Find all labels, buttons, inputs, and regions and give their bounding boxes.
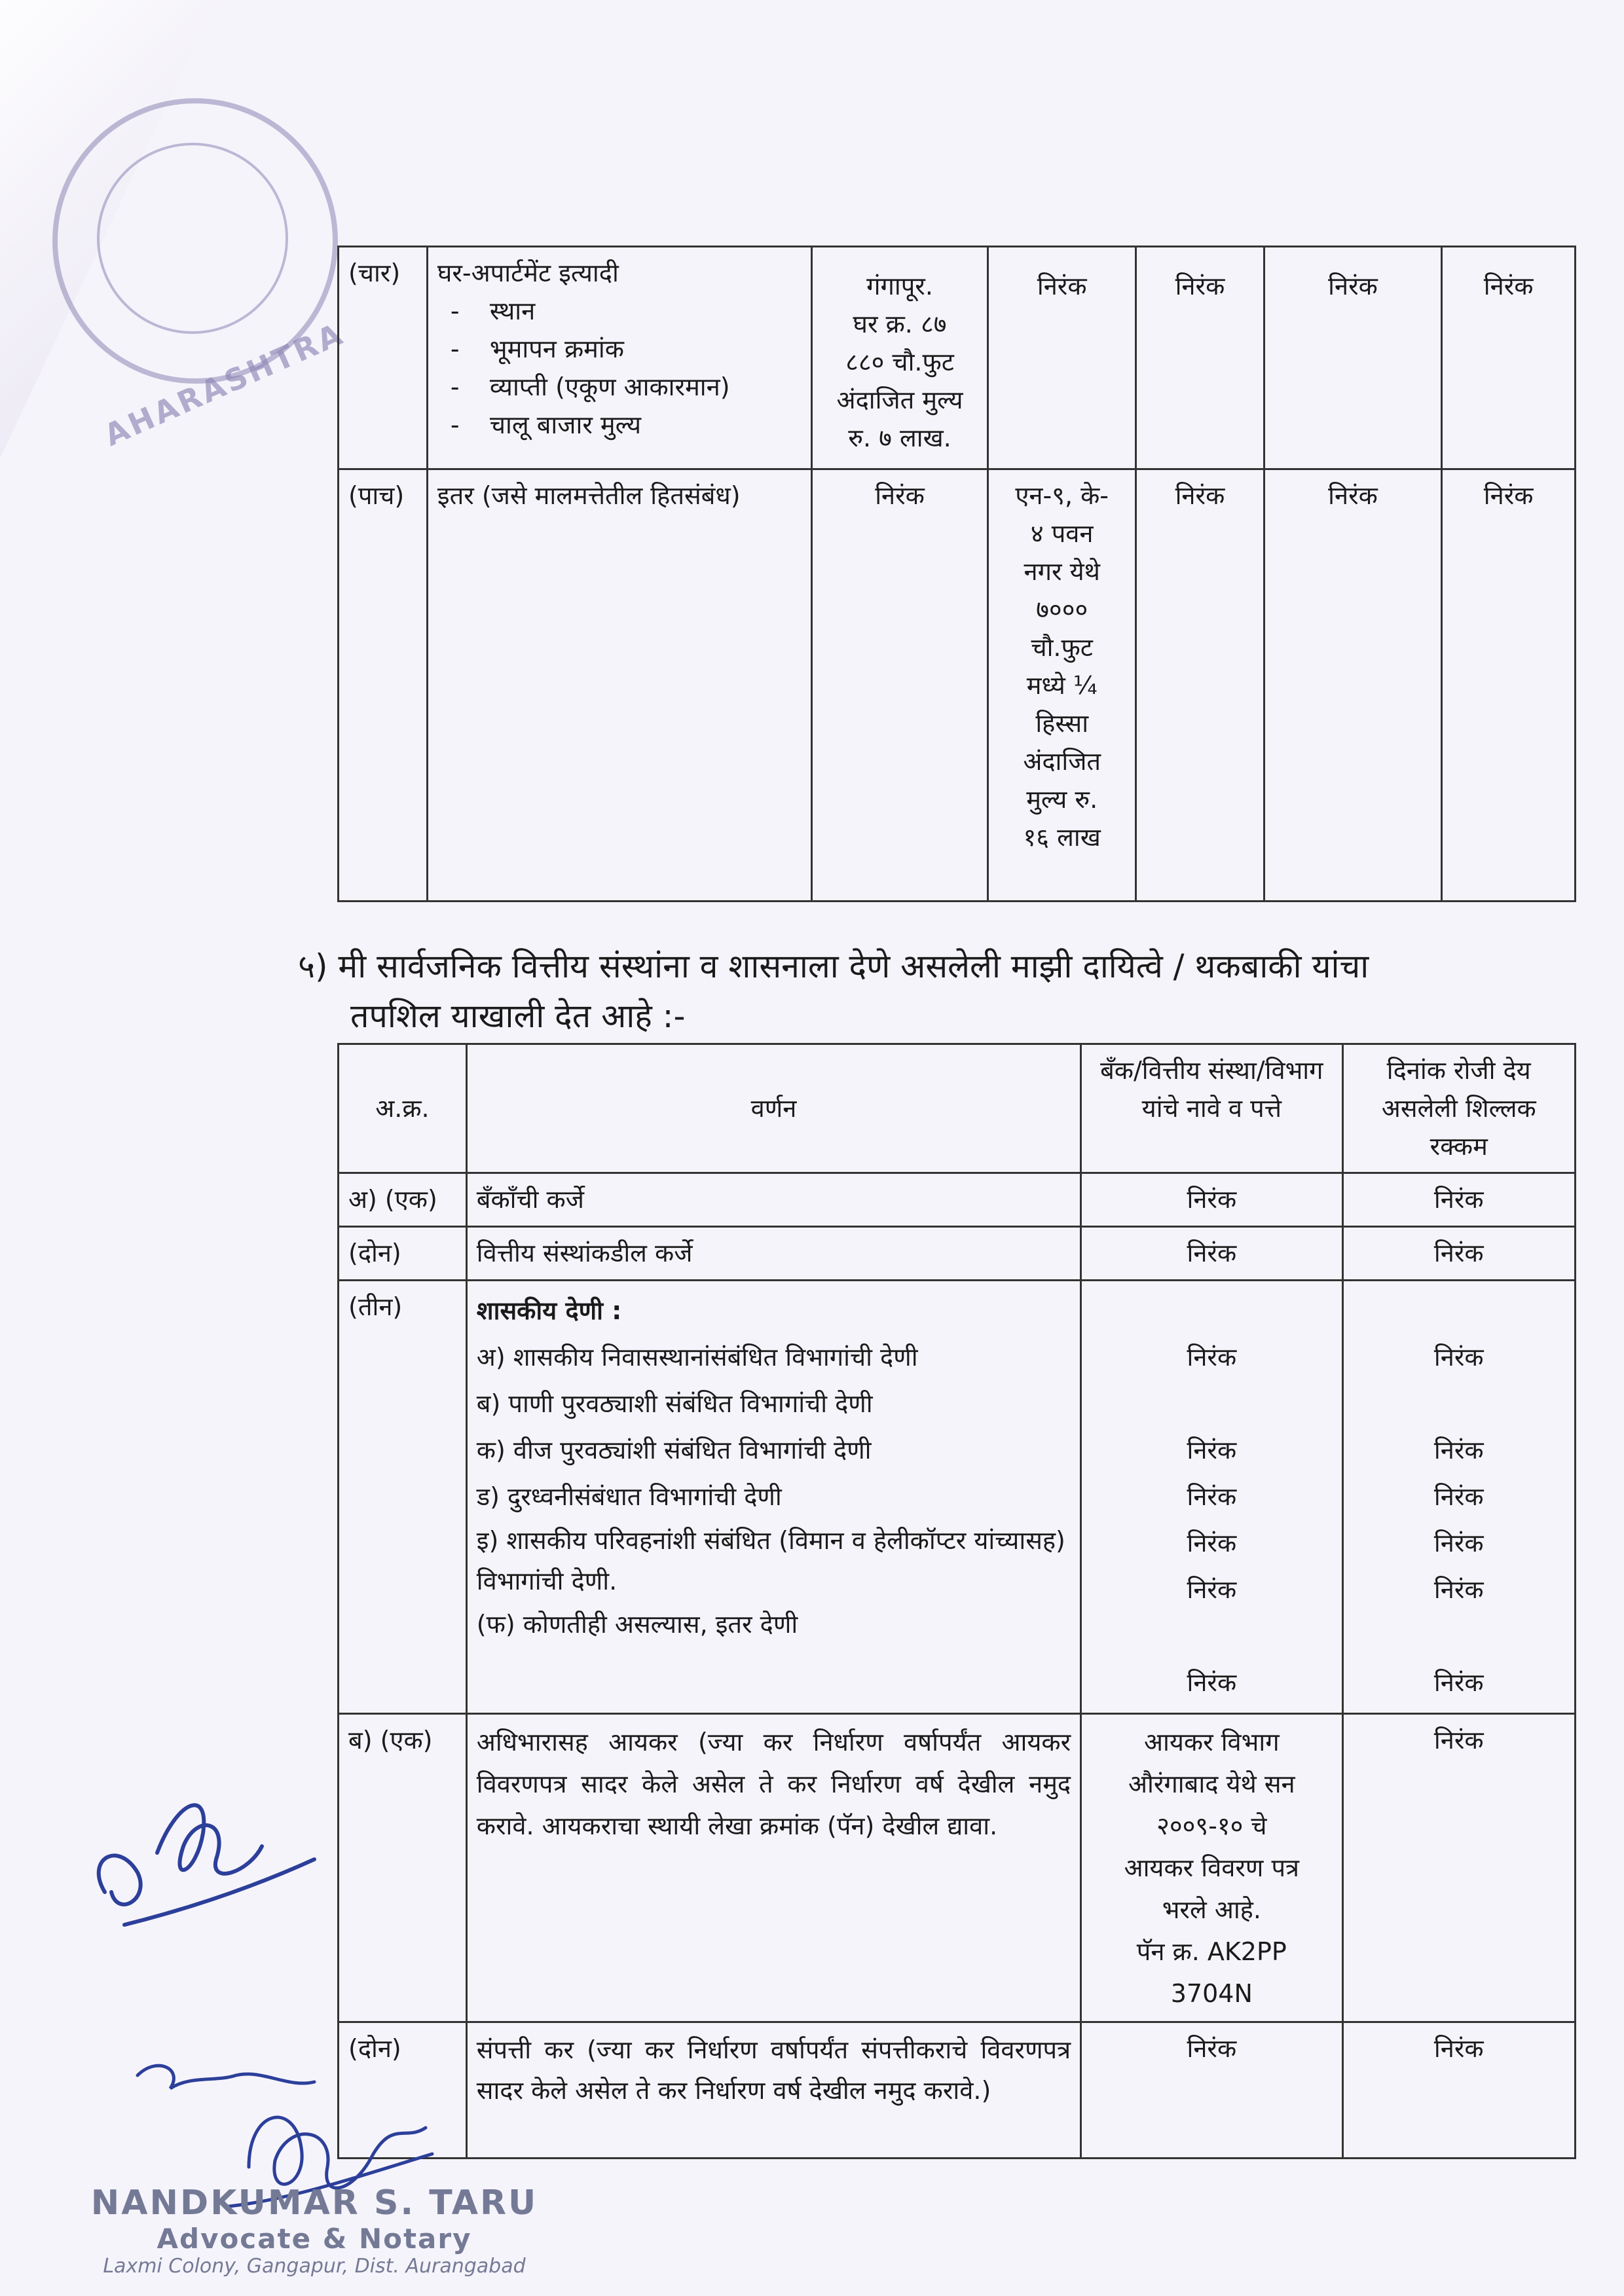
- balance-cell: निरंक: [1342, 1714, 1575, 2022]
- table-row: [339, 1281, 1576, 1714]
- description-cell: वित्तीय संस्थांकडील कर्जे: [466, 1227, 1080, 1281]
- value-cell: निरंक: [1264, 247, 1441, 469]
- description-cell: बँकाँची कर्जे: [466, 1173, 1080, 1227]
- balance-cell: निरंक: [1342, 1227, 1575, 1281]
- share-cell: एन-९, के- ४ पवन नगर येथे ७००० चौ.फुट मध्ये ¼ हिस्सा अंदाजित मुल्य रु. १६ लाख: [988, 469, 1136, 902]
- value-cell: निरंक: [1442, 469, 1576, 902]
- serial-cell: (पाच): [339, 469, 428, 902]
- notary-title: Advocate & Notary: [157, 2223, 472, 2255]
- description-cell: अधिभारासह आयकर (ज्या कर निर्धारण वर्षापर्यंत आयकर विवरणपत्र सादर केले असेल ते कर निर्धारण वर्ष देखील नमुद करावे. आयकराचा स्थायी लेखा क्रमांक (पॅन) देखील द्यावा.: [466, 1714, 1080, 2022]
- serial-cell: (तीन): [339, 1281, 467, 1714]
- institution-cell: निरंक निरंक निरंक निरंक निरंक निरंक: [1081, 1281, 1342, 1714]
- table-row: [339, 2022, 1576, 2159]
- table-header-row: [339, 1044, 1576, 1173]
- header-institution: बँक/वित्तीय संस्था/विभाग यांचे नावे व पत्ते: [1081, 1044, 1342, 1173]
- value-cell: निरंक: [1442, 247, 1576, 469]
- seal-text: AHARASHTRA: [99, 316, 350, 453]
- liabilities-table: [337, 1043, 1576, 2159]
- location-cell: गंगापूर. घर क्र. ८७ ८८० चौ.फुट अंदाजित मुल्य रु. ७ लाख.: [811, 247, 988, 469]
- description-cell: संपत्ती कर (ज्या कर निर्धारण वर्षापर्यंत संपत्तीकराचे विवरणपत्र सादर केले असेल ते कर निर्धारण वर्ष देखील नमुद करावे.): [466, 2022, 1080, 2159]
- serial-cell: ब) (एक): [339, 1714, 467, 2022]
- description-cell: घर-अपार्टमेंट इत्यादी - स्थान - भूमापन क्रमांक - व्याप्ती (एकूण आकारमान) - चालू बाजार मुल्य: [427, 247, 811, 469]
- signature-mark: [79, 1761, 327, 1958]
- serial-cell: अ) (एक): [339, 1173, 467, 1227]
- table-row: [339, 1714, 1576, 2022]
- header-serial: अ.क्र.: [339, 1044, 467, 1173]
- value-cell: निरंक: [1264, 469, 1441, 902]
- section-heading: ५) मी सार्वजनिक वित्तीय संस्थांना व शासनाला देणे असलेली माझी दायित्वे / थकबाकी यांचा तपशिल याखाली देत आहे :-: [298, 947, 1369, 1035]
- value-cell: निरंक: [811, 469, 988, 902]
- header-description: वर्णन: [466, 1044, 1080, 1173]
- balance-cell: निरंक: [1342, 1173, 1575, 1227]
- table-row: [339, 247, 1576, 469]
- property-table: [337, 246, 1576, 902]
- institution-cell: आयकर विभाग औरंगाबाद येथे सन २००९-१० चे आयकर विवरण पत्र भरले आहे. पॅन क्र. AK2PP 3704N: [1081, 1714, 1342, 2022]
- value-cell: निरंक: [1136, 469, 1264, 902]
- value-cell: निरंक: [988, 247, 1136, 469]
- balance-cell: निरंक: [1342, 2022, 1575, 2159]
- notary-stamp: [85, 2183, 544, 2278]
- description-cell: शासकीय देणी : अ) शासकीय निवासस्थानांसंबंधित विभागांची देणी ब) पाणी पुरवठ्याशी संबंधित विभागांची देणी क) वीज पुरवठ्यांशी संबंधित विभागांची देणी ड) दुरध्वनीसंबंधात विभागांची देणी इ) शासकीय परिवहनांशी संबंधित (विमान व हेलीकॉप्टर यांच्यासह) विभागांची देणी. (फ) कोणतीही असल्यास, इतर देणी: [466, 1281, 1080, 1714]
- header-balance: दिनांक रोजी देय असलेली शिल्लक रक्कम: [1342, 1044, 1575, 1173]
- value-cell: निरंक: [1136, 247, 1264, 469]
- notary-address: Laxmi Colony, Gangapur, Dist. Aurangabad: [103, 2255, 526, 2278]
- description-cell: इतर (जसे मालमत्तेतील हितसंबंध): [427, 469, 811, 902]
- serial-cell: (चार): [339, 247, 428, 469]
- institution-cell: निरंक: [1081, 1173, 1342, 1227]
- notary-name: NANDKUMAR S. TARU: [90, 2183, 538, 2223]
- institution-cell: निरंक: [1081, 2022, 1342, 2159]
- serial-cell: (दोन): [339, 1227, 467, 1281]
- institution-cell: निरंक: [1081, 1227, 1342, 1281]
- table-row: [339, 1227, 1576, 1281]
- table-row: [339, 469, 1576, 902]
- table-row: [339, 1173, 1576, 1227]
- serial-cell: (दोन): [339, 2022, 467, 2159]
- balance-cell: निरंक निरंक निरंक निरंक निरंक निरंक: [1342, 1281, 1575, 1714]
